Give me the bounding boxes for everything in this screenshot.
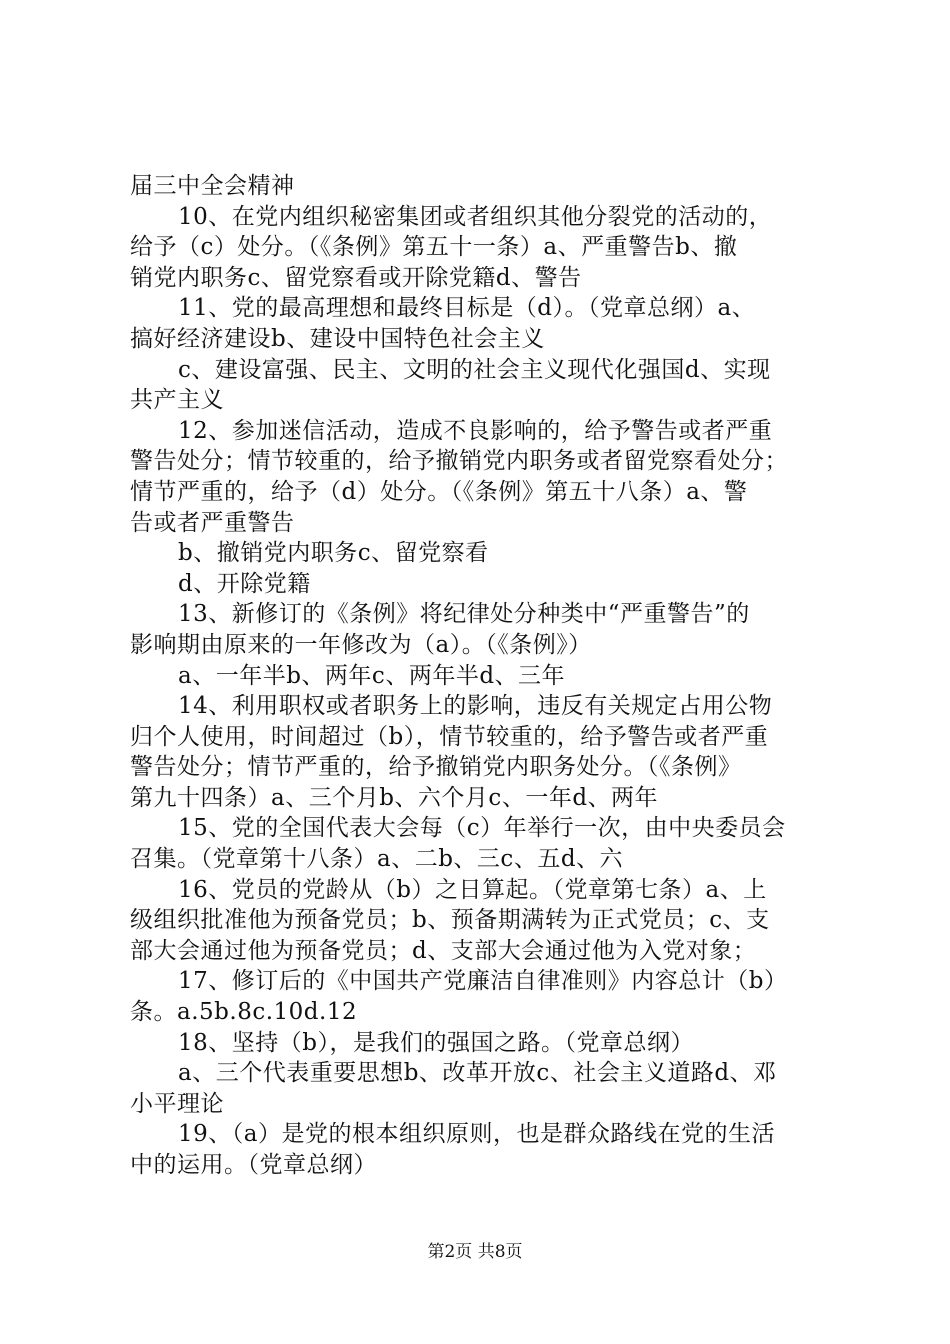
text-line: a、一年半b、两年c、两年半d、三年 [178, 662, 566, 689]
text-line: 中的运用。（党章总纲） [130, 1152, 377, 1178]
text-line: c、建设富强、民主、文明的社会主义现代化强国d、实现 [178, 356, 771, 383]
text-line: 警告处分；情节较重的，给予撤销党内职务或者留党察看处分； [130, 448, 788, 475]
text-line: b、撤销党内职务c、留党察看 [178, 540, 489, 567]
text-line: 警告处分；情节严重的，给予撤销党内职务处分。（《条例》 [130, 754, 742, 781]
text-line: 召集。（党章第十八条）a、二b、三c、五d、六 [130, 846, 624, 873]
text-line: 19、（a）是党的根本组织原则，也是群众路线在党的生活 [178, 1121, 775, 1148]
text-line: 18、坚持（b），是我们的强国之路。（党章总纲） [178, 1029, 694, 1056]
text-line: a、三个代表重要思想b、改革开放c、社会主义道路d、邓 [178, 1060, 777, 1087]
text-line: 销党内职务c、留党察看或开除党籍d、警告 [130, 264, 582, 291]
text-line: 11、党的最高理想和最终目标是（d）。（党章总纲）a、 [178, 295, 756, 322]
text-line: 级组织批准他为预备党员；b、预备期满转为正式党员；c、支 [130, 907, 770, 934]
text-line: 共产主义 [130, 387, 224, 414]
text-line: 14、利用职权或者职务上的影响，违反有关规定占用公物 [178, 693, 773, 720]
text-line: d、开除党籍 [178, 570, 311, 597]
text-line: 影响期由原来的一年修改为（a）。（《条例》） [130, 631, 592, 658]
document-body [130, 171, 835, 1181]
text-line: 部大会通过他为预备党员；d、支部大会通过他为入党对象； [130, 937, 757, 964]
text-line: 13、新修订的《条例》将纪律处分种类中“严重警告”的 [178, 601, 750, 628]
text-line: 条。a.5b.8c.10d.12 [130, 999, 358, 1026]
text-line: 16、党员的党龄从（b）之日算起。（党章第七条）a、上 [178, 876, 767, 903]
text-line: 15、党的全国代表大会每（c）年举行一次，由中央委员会 [178, 815, 786, 842]
text-line: 给予（c）处分。（《条例》第五十一条）a、严重警告b、撤 [130, 234, 738, 261]
text-line: 17、修订后的《中国共产党廉洁自律准则》内容总计（b） [178, 968, 788, 995]
text-line: 届三中全会精神 [130, 173, 295, 199]
text-line: 小平理论 [130, 1090, 224, 1117]
text-line: 情节严重的，给予（d）处分。（《条例》第五十八条）a、警 [130, 478, 748, 505]
text-line: 10、在党内组织秘密集团或者组织其他分裂党的活动的， [178, 203, 773, 230]
text-line: 归个人使用，时间超过（b），情节较重的，给予警告或者严重 [130, 723, 769, 750]
text-line: 12、参加迷信活动，造成不良影响的，给予警告或者严重 [178, 417, 773, 444]
text-line: 第九十四条）a、三个月b、六个月c、一年d、两年 [130, 784, 659, 811]
text-line: 告或者严重警告 [130, 509, 295, 536]
page-footer: 第2页 共8页 [427, 1242, 523, 1262]
text-line: 搞好经济建设b、建设中国特色社会主义 [130, 325, 545, 352]
